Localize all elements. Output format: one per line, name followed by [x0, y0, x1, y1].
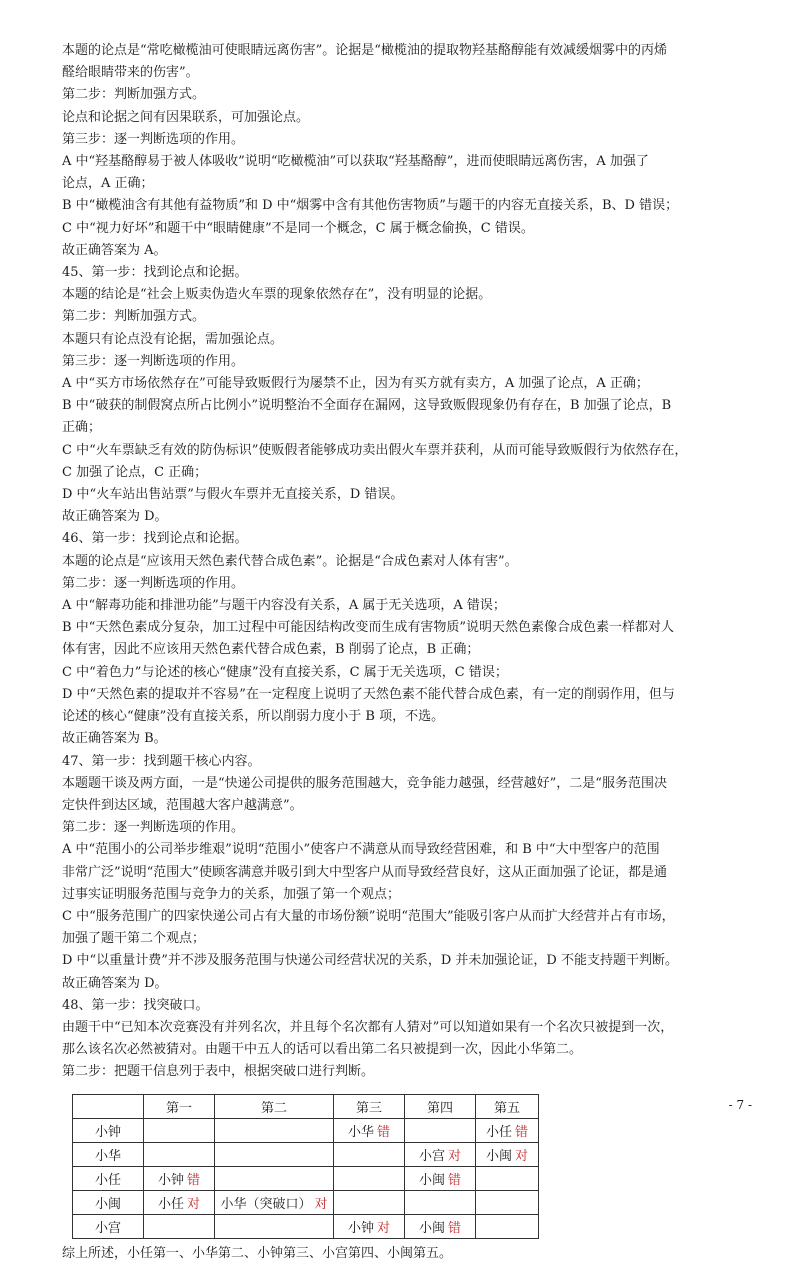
cell-verdict-mark: 对	[314, 1196, 328, 1212]
cell-verdict-mark: 错	[377, 1124, 391, 1140]
text-line: 非常广泛”说明“范围大”使顾客满意并吸引到大中型客户从而导致经营良好，这从正面加强了论证，都是通	[62, 864, 667, 880]
text-line: 45、第一步：找到论点和论据。	[62, 265, 248, 281]
text-line: 第二步：判断加强方式。	[62, 87, 206, 103]
table-header-cell: 第三	[334, 1094, 405, 1118]
table-cell	[334, 1214, 405, 1238]
table-cell	[334, 1166, 405, 1190]
text-line: 论点，A 正确；	[62, 176, 154, 192]
cell-verdict-mark: 错	[187, 1172, 201, 1188]
table-cell	[476, 1118, 539, 1142]
text-line: C 中“着色力”与论述的核心“健康”没有直接关系，C 属于无关选项，C 错误；	[62, 664, 508, 680]
text-line: A 中“羟基酪醇易于被人体吸收”说明“吃橄榄油”可以获取“羟基酪醇”，进而使眼睛远离伤害，A 加强了	[62, 154, 649, 170]
text-line: 故正确答案为 B。	[62, 731, 167, 747]
text-line: B 中“橄榄油含有其他有益物质”和 D 中“烟雾中含有其他伤害物质”与题干的内容无直接关系，B、D 错误；	[62, 198, 679, 214]
text-line: 本题的论点是“常吃橄榄油可使眼睛远离伤害”。论据是“橄榄油的提取物羟基酪醇能有效减缓烟雾中的丙烯	[62, 43, 667, 58]
text-line: 第二步：判断加强方式。	[62, 309, 206, 325]
cell-guess: 小钟	[347, 1220, 374, 1236]
table-cell	[476, 1214, 539, 1238]
table-cell	[144, 1142, 215, 1166]
table-header-cell: 第一	[144, 1094, 215, 1118]
table-cell	[405, 1142, 476, 1166]
row-person-name: 小钟	[73, 1118, 144, 1142]
table-cell	[144, 1214, 215, 1238]
text-line: 本题的论点是“应该用天然色素代替合成色素”。论据是“合成色素对人体有害”。	[62, 553, 518, 569]
table-row	[73, 1190, 539, 1214]
text-line: 故正确答案为 D。	[62, 975, 168, 991]
table-cell	[215, 1166, 334, 1190]
cell-guess: 小闽	[418, 1172, 445, 1188]
text-line: 故正确答案为 A。	[62, 242, 167, 258]
table-cell	[334, 1118, 405, 1142]
row-person-name: 小宫	[73, 1214, 144, 1238]
row-person-name: 小任	[73, 1166, 144, 1190]
table-cell	[215, 1214, 334, 1238]
text-line: D 中“以重量计费”并不涉及服务范围与快递公司经营状况的关系，D 并未加强论证，D 不能支持题干判断。	[62, 953, 678, 969]
table-cell	[144, 1166, 215, 1190]
text-line: D 中“天然色素的提取并不容易”在一定程度上说明了天然色素不能代替合成色素，有一定的削弱作用，但与	[62, 686, 675, 702]
table-header-cell: 第五	[476, 1094, 539, 1118]
table-cell	[215, 1190, 334, 1214]
row-person-name: 小华	[73, 1142, 144, 1166]
cell-guess: 小闽	[418, 1220, 445, 1236]
text-line: 那么该名次必然被猜对。由题干中五人的话可以看出第二名只被提到一次，因此小华第二。	[62, 1042, 583, 1058]
cell-guess: 小宫	[418, 1148, 445, 1164]
page-number: - 7 -	[728, 1098, 752, 1112]
table-cell	[476, 1166, 539, 1190]
cell-guess: 小闽	[485, 1148, 512, 1164]
text-line: 本题只有论点没有论据，需加强论点。	[62, 331, 284, 347]
text-line: 正确；	[62, 420, 102, 436]
body-text	[62, 40, 738, 1084]
table-cell	[215, 1142, 334, 1166]
text-line: 本题的结论是“社会上贩卖伪造火车票的现象依然存在”，没有明显的论据。	[62, 287, 492, 303]
conclusion-text: 综上所述，小任第一、小华第二、小钟第三、小宫第四、小闽第五。	[62, 1245, 453, 1261]
cell-guess: 小华（突破口）	[220, 1196, 312, 1212]
cell-verdict-mark: 对	[448, 1148, 462, 1164]
cell-guess: 小任	[485, 1124, 512, 1140]
table-row	[73, 1118, 539, 1142]
text-line: 46、第一步：找到论点和论据。	[62, 531, 248, 547]
table-header-cell: 第四	[405, 1094, 476, 1118]
table-cell	[476, 1142, 539, 1166]
text-line: 第二步：逐一判断选项的作用。	[62, 820, 245, 836]
table-header-row	[73, 1094, 539, 1118]
text-line: C 中“服务范围广的四家快递公司占有大量的市场份额”说明“范围大”能吸引客户从而扩大经营并占有市场，	[62, 908, 675, 924]
table-cell	[405, 1118, 476, 1142]
table-row	[73, 1142, 539, 1166]
text-line: 加强了题干第二个观点；	[62, 931, 206, 947]
text-line: A 中“解毒功能和排泄功能”与题干内容没有关系，A 属于无关选项，A 错误；	[62, 598, 506, 614]
table-cell	[144, 1118, 215, 1142]
text-line: 论点和论据之间有因果联系，可加强论点。	[62, 109, 310, 125]
table-row	[73, 1214, 539, 1238]
table-cell	[144, 1190, 215, 1214]
text-line: 第三步：逐一判断选项的作用。	[62, 131, 245, 147]
text-line: D 中“火车站出售站票”与假火车票并无直接关系，D 错误。	[62, 487, 404, 503]
text-line: A 中“范围小的公司举步维艰”说明“范围小”使客户不满意从而导致经营困难，和 B 中“大中型客户的范围	[62, 842, 660, 858]
text-line: 第三步：逐一判断选项的作用。	[62, 353, 245, 369]
text-line: C 中“火车票缺乏有效的防伪标识”使贩假者能够成功卖出假火车票并获利，从而可能导致贩假行为依然存在，	[62, 442, 688, 458]
text-line: 醛给眼睛带来的伤害”。	[62, 65, 199, 81]
table-cell	[334, 1190, 405, 1214]
table-header-cell: 第二	[215, 1094, 334, 1118]
text-line: 论述的核心“健康”没有直接关系，所以削弱力度小于 B 项，不选。	[62, 709, 445, 725]
table-header-cell	[73, 1094, 144, 1118]
row-person-name: 小闽	[73, 1190, 144, 1214]
cell-verdict-mark: 对	[515, 1148, 529, 1164]
table-cell	[334, 1142, 405, 1166]
cell-verdict-mark: 错	[448, 1172, 462, 1188]
table-cell	[476, 1190, 539, 1214]
reasoning-table-wrapper	[72, 1094, 738, 1239]
cell-verdict-mark: 错	[515, 1124, 529, 1140]
text-line: B 中“天然色素成分复杂，加工过程中可能因结构改变而生成有害物质”说明天然色素像合成色素一样都对人	[62, 620, 674, 636]
reasoning-table	[72, 1094, 539, 1239]
text-line: 过事实证明服务范围与竞争力的关系，加强了第一个观点；	[62, 886, 401, 902]
text-line: 体有害，因此不应该用天然色素代替合成色素，B 削弱了论点，B 正确；	[62, 642, 480, 658]
cell-guess: 小钟	[157, 1172, 184, 1188]
cell-verdict-mark: 对	[377, 1220, 391, 1236]
text-line: C 中“视力好坏”和题干中“眼睛健康”不是同一个概念，C 属于概念偷换，C 错误。	[62, 220, 534, 236]
text-line: 47、第一步：找到题干核心内容。	[62, 753, 261, 769]
cell-guess: 小任	[157, 1196, 184, 1212]
table-cell	[405, 1214, 476, 1238]
text-line: 故正确答案为 D。	[62, 509, 168, 525]
text-line: B 中“破获的制假窝点所占比例小”说明整治不全面存在漏网，这导致贩假现象仍有存在，B 加强了论点，B	[62, 398, 672, 414]
text-line: 本题题干谈及两方面，一是“快递公司提供的服务范围越大，竞争能力越强，经营越好”，二是“服务范围决	[62, 775, 667, 791]
text-line: 由题干中“已知本次竞赛没有并列名次，并且每个名次都有人猜对”可以知道如果有一个名次只被提到一次，	[62, 1019, 674, 1035]
cell-verdict-mark: 对	[187, 1196, 201, 1212]
cell-guess: 小华	[347, 1124, 374, 1140]
text-line: 第二步：逐一判断选项的作用。	[62, 575, 245, 591]
text-line: 定快件到达区域，范围越大客户越满意”。	[62, 797, 303, 813]
table-cell	[405, 1166, 476, 1190]
document-page	[62, 40, 738, 1265]
cell-verdict-mark: 错	[448, 1220, 462, 1236]
table-cell	[405, 1190, 476, 1214]
text-line: A 中“买方市场依然存在”可能导致贩假行为屡禁不止，因为有买方就有卖方，A 加强了论点，A 正确；	[62, 376, 649, 392]
table-cell	[215, 1118, 334, 1142]
text-line: 48、第一步：找突破口。	[62, 997, 209, 1013]
table-row	[73, 1166, 539, 1190]
text-line: 第二步：把题干信息列于表中，根据突破口进行判断。	[62, 1064, 375, 1080]
text-line: C 加强了论点，C 正确；	[62, 464, 208, 480]
